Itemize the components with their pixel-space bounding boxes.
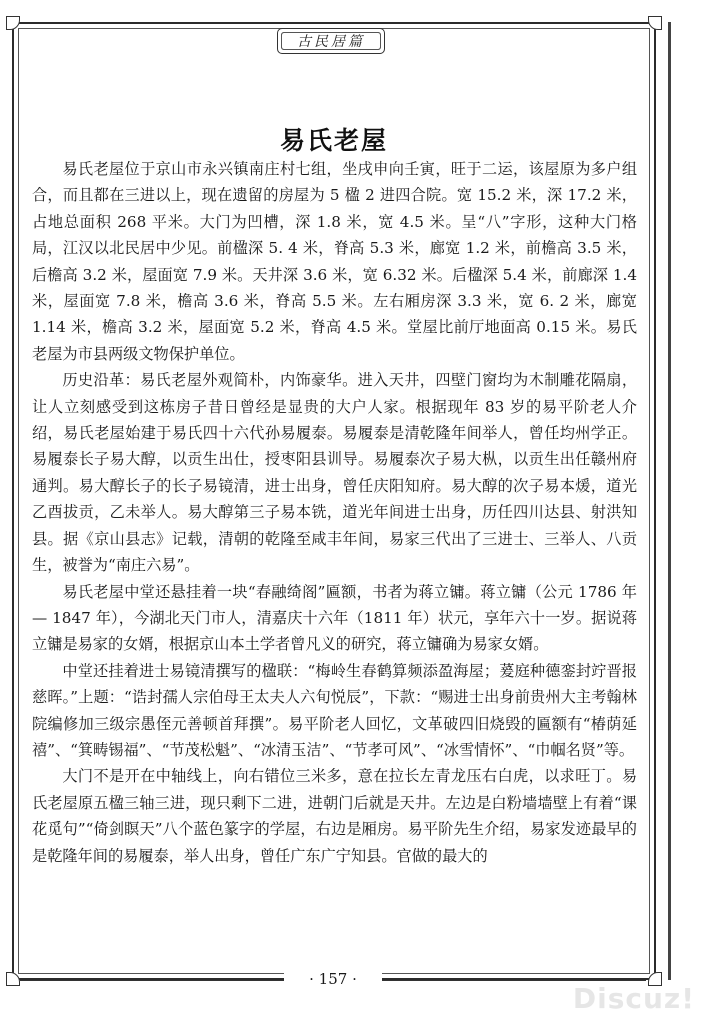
- paragraph-couplet: 中堂还挂着进士易镜清撰写的楹联：“梅岭生春鹤算频添盈海屋；萲庭种德銮封竚晋报慈晖。”上题：“诰封孺人宗伯母王太夫人六旬悦辰”，下款：“赐进士出身前贵州大主考翰林院编修加三级宗愚侄元善顿首拜撰”。易平阶老人回忆，文革破四旧烧毁的匾额有“椿荫延禧”、“箕畴锡福”、“节茂松魁”、“冰清玉洁”、“节孝可风”、“冰雪情怀”、“巾帼名贤”等。: [32, 661, 637, 759]
- page-number: · 157 ·: [284, 970, 382, 988]
- watermark-logo: Discuz!: [572, 982, 695, 1015]
- paragraph-plaque: 易氏老屋中堂还悬挂着一块“春融绮阁”匾额，书者为蒋立镛。蒋立镛（公元 1786 年— 1847 年），今湖北天门市人，清嘉庆十六年（1811 年）状元，享年六十一岁。据说蒋立镛是易家的女婿，根据京山本土学者曾凡义的研究，蒋立镛确为易家女婿。: [32, 582, 637, 654]
- section-badge: [277, 28, 385, 54]
- side-rail: [668, 22, 671, 980]
- footer-rule-right: [382, 980, 646, 981]
- paragraph-gate: 大门不是开在中轴线上，向右错位三米多，意在拉长左青龙压右白虎，以求旺丁。易氏老屋原五楹三轴三进，现只剩下二进，进朝门后就是天井。左边是白粉墙墙壁上有着“课花觅句”“倚剑瞑天”八个蓝色篆字的学屋，右边是厢房。易平阶先生介绍，易家发迹最早的是乾隆年间的易履泰，举人出身，曾任广东广宁知县。官做的最大的: [32, 767, 637, 865]
- page-footer: [0, 968, 668, 992]
- paragraph-overview: 易氏老屋位于京山市永兴镇南庄村七组，坐戌申向壬寅，旺于二运，该屋原为多户组合，而且都在三进以上，现在遗留的房屋为 5 楹 2 进四合院。宽 15.2 米，深 17.2 米，占地总面积 268 平米。大门为凹槽，深 1.8 米，宽 4.5 米。呈“八”字形，这种大门格局，江汉以北民居中少见。前楹深 5. 4 米，脊高 5.3 米，廊宽 1.2 米，前檐高 3.5 米，后檐高 3.2 米，屋面宽 7.9 米。天井深 3.6 米，宽 6.32 米。后楹深 5.4 米，前廊深 1.4 米，屋面宽 7.8 米，檐高 3.6 米，脊高 5.5 米。左右厢房深 3.3 米，宽 6. 2 米，廊宽 1.14 米，檐高 3.2 米，屋面宽 5.2 米，脊高 4.5 米。堂屋比前厅地面高 0.15 米。易氏老屋为市县两级文物保护单位。: [32, 160, 637, 363]
- article-body: [32, 156, 637, 869]
- footer-rule-left: [20, 980, 284, 981]
- paragraph-history: 历史沿革：易氏老屋外观简朴，内饰豪华。进入天井，四壁门窗均为木制雕花隔扇，让人立刻感受到这栋房子昔日曾经是显贵的大户人家。根据现年 83 岁的易平阶老人介绍，易氏老屋始建于易氏四十六代孙易履泰。易履泰是清乾隆年间举人，曾任均州学正。易履泰长子易大醇，以贡生出仕，授枣阳县训导。易履泰次子易大枞，以贡生出任赣州府通判。易大醇长子的长子易镜清，进士出身，曾任庆阳知府。易大醇的次子易本煖，道光乙酉拔贡，乙未举人。易大醇第三子易本铣，道光年间进士出身，历任四川达县、射洪知县。据《京山县志》记载，清朝的乾隆至咸丰年间，易家三代出了三进士、三举人、八贡生，被誉为“南庄六易”。: [32, 371, 637, 575]
- section-label: 古民居篇: [297, 34, 365, 50]
- corner-ornament-top-right: [648, 16, 662, 30]
- article-title: 易氏老屋: [279, 125, 388, 155]
